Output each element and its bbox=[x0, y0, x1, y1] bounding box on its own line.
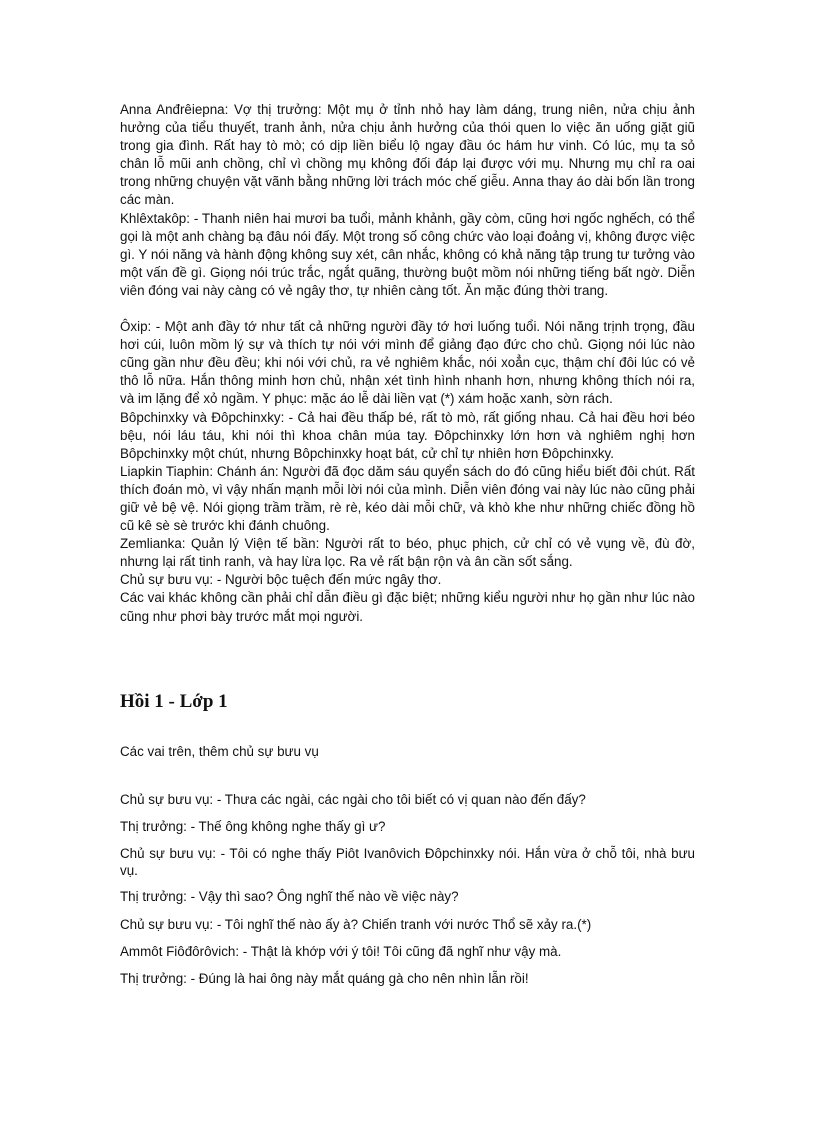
character-description-khlestakov: Khlêxtakôp: - Thanh niên hai mươi ba tuổi, mảnh khảnh, gầy còm, cũng hơi ngốc nghếch, có thể gọi là một anh chàng bạ đâu nói đấy. Một trong số công chức vào loại đoảng vị, không được việc gì. Y nói năng và hành động không suy xét, cân nhắc, không có khả năng tập trung tư tưởng vào một vấn đề gì. Giọng nói trúc trắc, ngắt quãng, thường buột mồm nói những tiếng bất ngờ. Diễn viên đóng vai này càng có vẻ ngây thơ, tự nhiên càng tốt. Ăn mặc đúng thời trang. bbox=[120, 210, 695, 298]
character-description-anna: Anna Anđrêiepna: Vợ thị trưởng: Một mụ ở tỉnh nhỏ hay làm dáng, trung niên, nửa chịu ảnh hưởng của tiểu thuyết, tranh ảnh, nửa chịu ảnh hưởng của thói quen lo việc ăn uống giặt giũ trong gia đình. Rất hay tò mò; có dịp liền biểu lộ ngay đầu óc hám hư vinh. Có lúc, mụ ta sỏ chân lỗ mũi anh chồng, chỉ vì chồng mụ không đối đáp lại được với mụ. Nhưng mụ chỉ ra oai trong những chuyện vặt vãnh bằng những lời trách móc chế giễu. Anna thay áo dài bốn lần trong các màn. bbox=[120, 102, 695, 208]
character-description-postmaster: Chủ sự bưu vụ: - Người bộc tuệch đến mức ngây thơ. bbox=[120, 572, 442, 588]
dialogue-line: Chủ sự bưu vụ: - Tôi có nghe thấy Piôt Ivanôvich Đôpchinxky nói. Hắn vừa ở chỗ tôi, nhà bưu vụ. bbox=[120, 846, 695, 878]
dialogue-line: Thị trưởng: - Đúng là hai ông này mắt quáng gà cho nên nhìn lẫn rồi! bbox=[120, 971, 529, 986]
dialogue-line: Chủ sự bưu vụ: - Thưa các ngài, các ngài cho tôi biết có vị quan nào đến đấy? bbox=[120, 792, 586, 807]
character-description-zemlianka: Zemlianka: Quản lý Viện tế bần: Người rất to béo, phục phịch, cử chỉ có vẻ vụng về, đù đờ, nhưng lại rất tinh ranh, và hay lừa lọc. Ra vẻ rất bận rộn và ân cần sốt sắng. bbox=[120, 536, 695, 570]
character-description-bopchinxky-dopchinxky: Bôpchinxky và Đôpchinxky: - Cả hai đều thấp bé, rất tò mò, rất giống nhau. Cả hai đều hơi béo bệu, nói láu táu, khi nói thì khoa chân múa tay. Đôpchinxky lớn hơn và nghiêm nghị hơn Bôpchinxky một chút, nhưng Bôpchinxky hoạt bát, cử chỉ tự nhiên hơn Đôpchinxky. bbox=[120, 409, 695, 461]
dialogue-line: Ammôt Fiôđôrôvich: - Thật là khớp với ý tôi! Tôi cũng đã nghĩ như vậy mà. bbox=[120, 944, 562, 959]
stage-direction: Các vai trên, thêm chủ sự bưu vụ bbox=[120, 744, 319, 759]
character-description-others: Các vai khác không cần phải chỉ dẫn điều gì đặc biệt; những kiểu người như họ gần như lúc nào cũng như phơi bày trước mắt mọi người. bbox=[120, 590, 695, 624]
act-scene-heading: Hồi 1 - Lớp 1 bbox=[120, 691, 228, 712]
dialogue-line: Thị trưởng: - Vậy thì sao? Ông nghĩ thế nào về việc này? bbox=[120, 889, 459, 904]
character-description-oxip: Ôxip: - Một anh đầy tớ như tất cả những người đầy tớ hơi luống tuổi. Nói năng trịnh trọng, đầu hơi cúi, luôn mồm lý sự và thích tự nói với mình để giảng đạo đức cho chủ. Giọng nói lúc nào cũng gần như đều đều; khi nói với chủ, ra vẻ nghiêm khắc, nói xoẳn cục, thậm chí đôi lúc có vẻ thô lỗ nữa. Hắn thông minh hơn chủ, nhận xét tình hình nhanh hơn, nhưng không thích nói ra, và im lặng để xỏ ngầm. Y phục: mặc áo lễ dài liền vạt (*) xám hoặc xanh, sờn rách. bbox=[120, 319, 695, 407]
dialogue-line: Chủ sự bưu vụ: - Tôi nghĩ thế nào ấy à? Chiến tranh với nước Thổ sẽ xảy ra.(*) bbox=[120, 917, 592, 932]
character-description-liapkin: Liapkin Tiaphin: Chánh án: Người đã đọc dăm sáu quyển sách do đó cũng hiểu biết đôi chút. Rất thích đoán mò, vì vậy nhấn mạnh mỗi lời nói của mình. Diễn viên đóng vai này lúc nào cũng phải giữ vẻ bệ vệ. Nói giọng trầm trầm, rè rè, kéo dài mỗi chữ, và khò khe như những chiếc đồng hồ cũ kê sè sè trước khi đánh chuông. bbox=[120, 463, 695, 534]
dialogue-line: Thị trưởng: - Thế ông không nghe thấy gì ư? bbox=[120, 819, 386, 834]
character-list bbox=[120, 101, 695, 626]
paragraph-spacer bbox=[120, 300, 695, 318]
